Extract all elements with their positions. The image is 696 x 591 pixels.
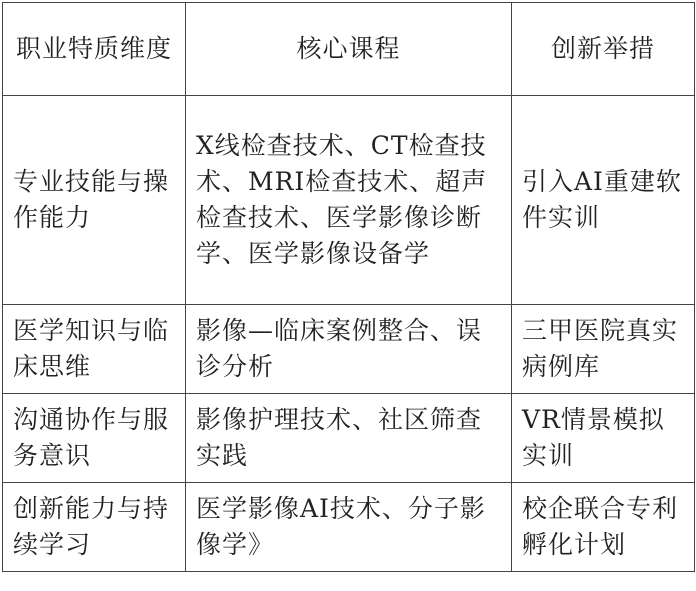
table-row (3, 96, 695, 305)
cell-courses: X线检查技术、CT检查技术、MRI检查技术、超声检查技术、医学影像诊断学、医学影像设备学 (186, 96, 512, 305)
header-row (3, 3, 695, 96)
curriculum-table (2, 2, 695, 572)
cell-courses: 影像—临床案例整合、误诊分析 (186, 305, 512, 394)
header-measures: 创新举措 (512, 3, 695, 96)
cell-dimension: 医学知识与临床思维 (3, 305, 186, 394)
cell-dimension: 沟通协作与服务意识 (3, 394, 186, 483)
header-courses: 核心课程 (186, 3, 512, 96)
cell-measures: 引入AI重建软件实训 (512, 96, 695, 305)
cell-measures: 三甲医院真实病例库 (512, 305, 695, 394)
cell-measures: VR情景模拟实训 (512, 394, 695, 483)
table-body (3, 96, 695, 572)
table-header (3, 3, 695, 96)
cell-dimension: 创新能力与持续学习 (3, 483, 186, 572)
table-row (3, 305, 695, 394)
table-row (3, 394, 695, 483)
header-dimension: 职业特质维度 (3, 3, 186, 96)
cell-measures: 校企联合专利孵化计划 (512, 483, 695, 572)
table-row (3, 483, 695, 572)
cell-courses: 医学影像AI技术、分子影像学》 (186, 483, 512, 572)
cell-dimension: 专业技能与操作能力 (3, 96, 186, 305)
cell-courses: 影像护理技术、社区筛查实践 (186, 394, 512, 483)
